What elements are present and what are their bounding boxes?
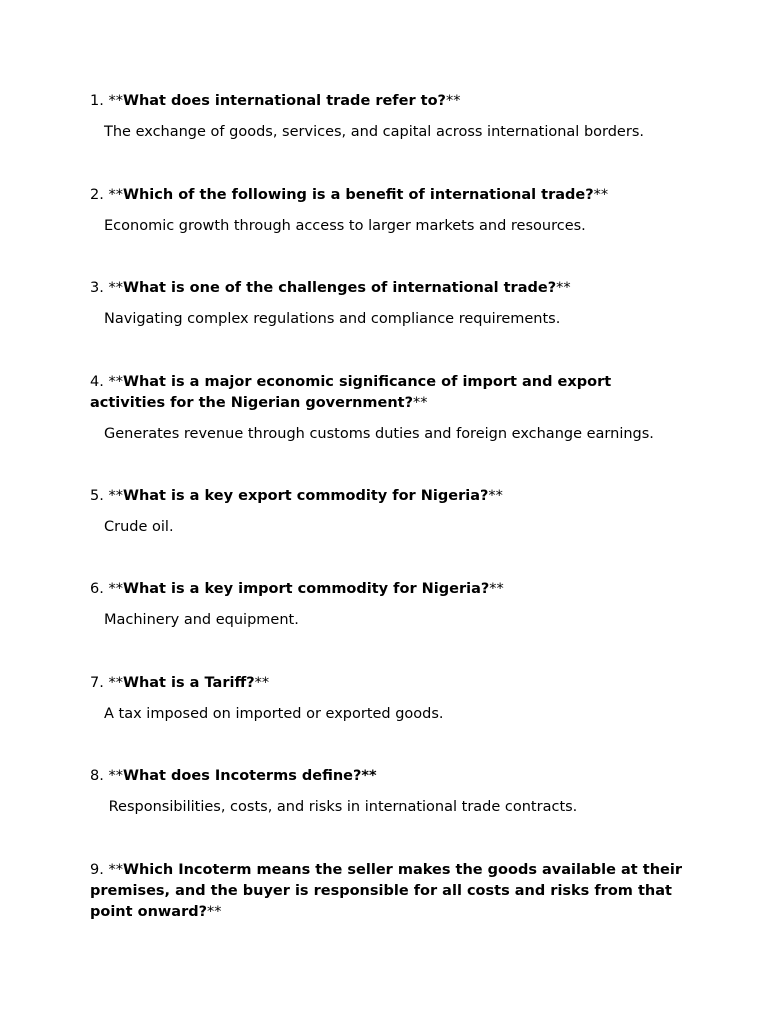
open-markers: ** xyxy=(108,187,123,203)
open-markers: ** xyxy=(108,581,123,597)
question-number: 9. xyxy=(90,862,104,878)
question-2 xyxy=(90,185,690,206)
close-markers: ** xyxy=(413,395,428,411)
qa-item-5 xyxy=(90,486,690,538)
answer-8: Responsibilities, costs, and risks in international trade contracts. xyxy=(104,799,578,815)
open-markers: ** xyxy=(108,862,123,878)
answer-6: Machinery and equipment. xyxy=(104,612,299,628)
answer-4: Generates revenue through customs duties and foreign exchange earnings. xyxy=(104,426,654,442)
qa-item-6 xyxy=(90,579,690,631)
qa-item-9 xyxy=(90,860,690,923)
question-number: 6. xyxy=(90,581,104,597)
question-5 xyxy=(90,486,690,507)
close-markers: ** xyxy=(593,187,609,203)
qa-item-8 xyxy=(90,766,690,818)
answer-1: The exchange of goods, services, and capital across international borders. xyxy=(104,124,644,140)
question-text: What is a key import commodity for Nigeria? xyxy=(122,581,490,597)
close-markers: ** xyxy=(254,675,270,691)
close-markers: ** xyxy=(207,904,222,920)
close-markers: ** xyxy=(556,280,571,296)
answer-7: A tax imposed on imported or exported goods. xyxy=(104,706,444,722)
question-number: 4. xyxy=(90,374,104,390)
close-markers: ** xyxy=(488,488,503,504)
question-6 xyxy=(90,579,690,600)
question-8 xyxy=(90,766,690,787)
question-text: What is a major economic significance of import and export activities for the Nigerian government? xyxy=(90,374,612,411)
question-number: 2. xyxy=(90,187,104,203)
close-markers: ** xyxy=(489,581,504,597)
question-9 xyxy=(90,860,690,923)
question-text: What is a Tariff? xyxy=(122,675,255,691)
question-number: 3. xyxy=(90,280,104,296)
question-number: 1. xyxy=(90,93,104,109)
question-text: What does Incoterms define?** xyxy=(122,768,377,784)
open-markers: ** xyxy=(108,488,123,504)
open-markers: ** xyxy=(108,374,123,390)
open-markers: ** xyxy=(108,93,123,109)
qa-item-4 xyxy=(90,372,690,445)
question-number: 7. xyxy=(90,675,104,691)
question-text: What is a key export commodity for Nigeria? xyxy=(122,488,489,504)
question-text: What is one of the challenges of international trade? xyxy=(122,280,557,296)
open-markers: ** xyxy=(108,768,123,784)
open-markers: ** xyxy=(108,280,123,296)
qa-item-2 xyxy=(90,185,690,237)
answer-3: Navigating complex regulations and compliance requirements. xyxy=(104,311,561,327)
question-4 xyxy=(90,372,690,414)
qa-item-7 xyxy=(90,673,690,725)
question-number: 8. xyxy=(90,768,104,784)
question-text: Which Incoterm means the seller makes the goods available at their premises, and the buyer is responsible for all costs and risks from that point onward? xyxy=(90,862,682,920)
question-text: Which of the following is a benefit of international trade? xyxy=(122,187,594,203)
question-7 xyxy=(90,673,690,694)
answer-5: Crude oil. xyxy=(104,519,174,535)
close-markers: ** xyxy=(445,93,461,109)
question-text: What does international trade refer to? xyxy=(122,93,446,109)
question-3 xyxy=(90,278,690,299)
answer-2: Economic growth through access to larger markets and resources. xyxy=(104,218,586,234)
question-1 xyxy=(90,91,690,112)
question-number: 5. xyxy=(90,488,104,504)
open-markers: ** xyxy=(108,675,123,691)
qa-item-3 xyxy=(90,278,690,330)
qa-item-1 xyxy=(90,91,690,143)
